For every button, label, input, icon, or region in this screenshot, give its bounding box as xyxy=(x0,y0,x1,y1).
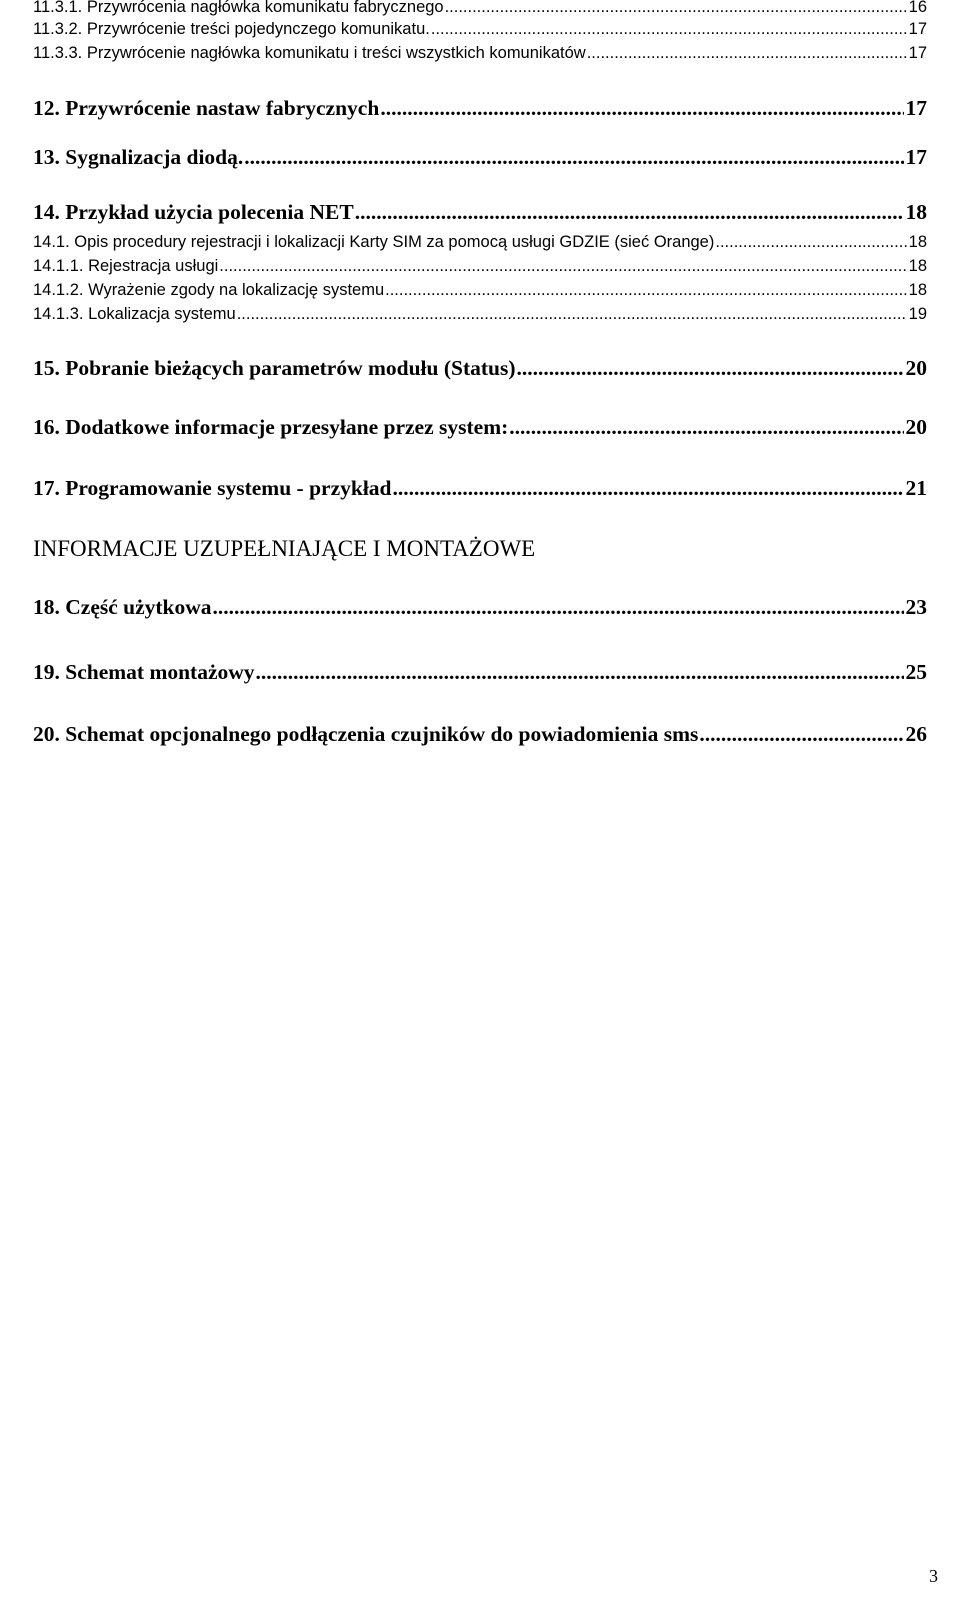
dot-leader xyxy=(517,354,904,382)
dot-leader xyxy=(380,94,903,122)
toc-entry-label: 11.3.1. Przywrócenia nagłówka komunikatu fabrycznego xyxy=(33,0,444,16)
dot-leader xyxy=(213,593,904,621)
toc-entry-label: 15. Pobranie bieżących parametrów modułu (Status) xyxy=(33,356,516,380)
page-number: 3 xyxy=(929,1566,938,1586)
toc-entry-14[interactable] xyxy=(33,198,927,226)
toc-entry-label: 14.1.2. Wyrażenie zgody na lokalizację systemu xyxy=(33,281,385,299)
toc-entry-label: 19. Schemat montażowy xyxy=(33,660,255,684)
toc-entry-13[interactable] xyxy=(33,143,927,171)
toc-entry-18[interactable] xyxy=(33,593,927,621)
toc-page-number: 20 xyxy=(905,415,927,439)
toc-entry-19[interactable] xyxy=(33,658,927,686)
toc-entry-11-3-2[interactable] xyxy=(33,18,927,40)
toc-entry-label: 14.1.1. Rejestracja usługi xyxy=(33,257,219,275)
toc-entry-label: 16. Dodatkowe informacje przesyłane przez system: xyxy=(33,415,509,439)
toc-page-number: 18 xyxy=(908,233,927,251)
toc-page-number: 19 xyxy=(908,305,927,323)
toc-page-number: 17 xyxy=(905,145,927,169)
toc-entry-label: 18. Część użytkowa xyxy=(33,595,212,619)
dot-leader xyxy=(244,143,903,171)
toc-entry-14-1-3[interactable] xyxy=(33,303,927,325)
toc-page-number: 25 xyxy=(905,660,927,684)
toc-entry-label: 17. Programowanie systemu - przykład xyxy=(33,476,392,500)
toc-page-number: 17 xyxy=(908,44,927,62)
dot-leader xyxy=(393,474,904,502)
dot-leader xyxy=(715,231,906,253)
toc-entry-11-3-3[interactable] xyxy=(33,42,927,64)
toc-entry-14-1-2[interactable] xyxy=(33,279,927,301)
toc-page-number: 21 xyxy=(905,476,927,500)
toc-entry-label: 13. Sygnalizacja diodą. xyxy=(33,145,244,169)
toc-page-number: 17 xyxy=(908,20,927,38)
toc-page-number: 18 xyxy=(908,281,927,299)
dot-leader xyxy=(699,720,903,748)
dot-leader xyxy=(445,0,907,18)
toc-page-number: 18 xyxy=(905,200,927,224)
toc-entry-14-1-1[interactable] xyxy=(33,255,927,277)
toc-entry-label: 14.1. Opis procedury rejestracji i lokalizacji Karty SIM za pomocą usługi GDZIE (sieć Orange) xyxy=(33,233,715,251)
toc-entry-label: 14. Przykład użycia polecenia NET xyxy=(33,200,354,224)
toc-entry-label: 11.3.2. Przywrócenie treści pojedynczego komunikatu. xyxy=(33,20,430,38)
toc-entry-label: 20. Schemat opcjonalnego podłączenia czujników do powiadomienia sms xyxy=(33,722,699,746)
toc-page-number: 16 xyxy=(908,0,927,16)
toc-entry-11-3-1[interactable] xyxy=(33,0,927,18)
dot-leader xyxy=(509,413,903,441)
toc-page-number: 23 xyxy=(905,595,927,619)
dot-leader xyxy=(385,279,907,301)
dot-leader xyxy=(431,18,907,40)
toc-page-number: 26 xyxy=(905,722,927,746)
toc-entry-17[interactable] xyxy=(33,474,927,502)
toc-entry-label: 11.3.3. Przywrócenie nagłówka komunikatu i treści wszystkich komunikatów xyxy=(33,44,586,62)
toc-page-number: 20 xyxy=(905,356,927,380)
toc-page-number: 17 xyxy=(905,96,927,120)
dot-leader xyxy=(256,658,904,686)
dot-leader xyxy=(355,198,904,226)
dot-leader xyxy=(219,255,906,277)
toc-page-number: 18 xyxy=(908,257,927,275)
toc-entry-15[interactable] xyxy=(33,354,927,382)
toc-entry-12[interactable] xyxy=(33,94,927,122)
dot-leader xyxy=(587,42,907,64)
toc-entry-20[interactable] xyxy=(33,720,927,748)
toc-entry-16[interactable] xyxy=(33,413,927,441)
section-heading: INFORMACJE UZUPEŁNIAJĄCE I MONTAŻOWE xyxy=(33,536,536,561)
dot-leader xyxy=(237,303,907,325)
toc-entry-label: 12. Przywrócenie nastaw fabrycznych xyxy=(33,96,380,120)
toc-entry-label: 14.1.3. Lokalizacja systemu xyxy=(33,305,236,323)
toc-entry-14-1[interactable] xyxy=(33,231,927,253)
